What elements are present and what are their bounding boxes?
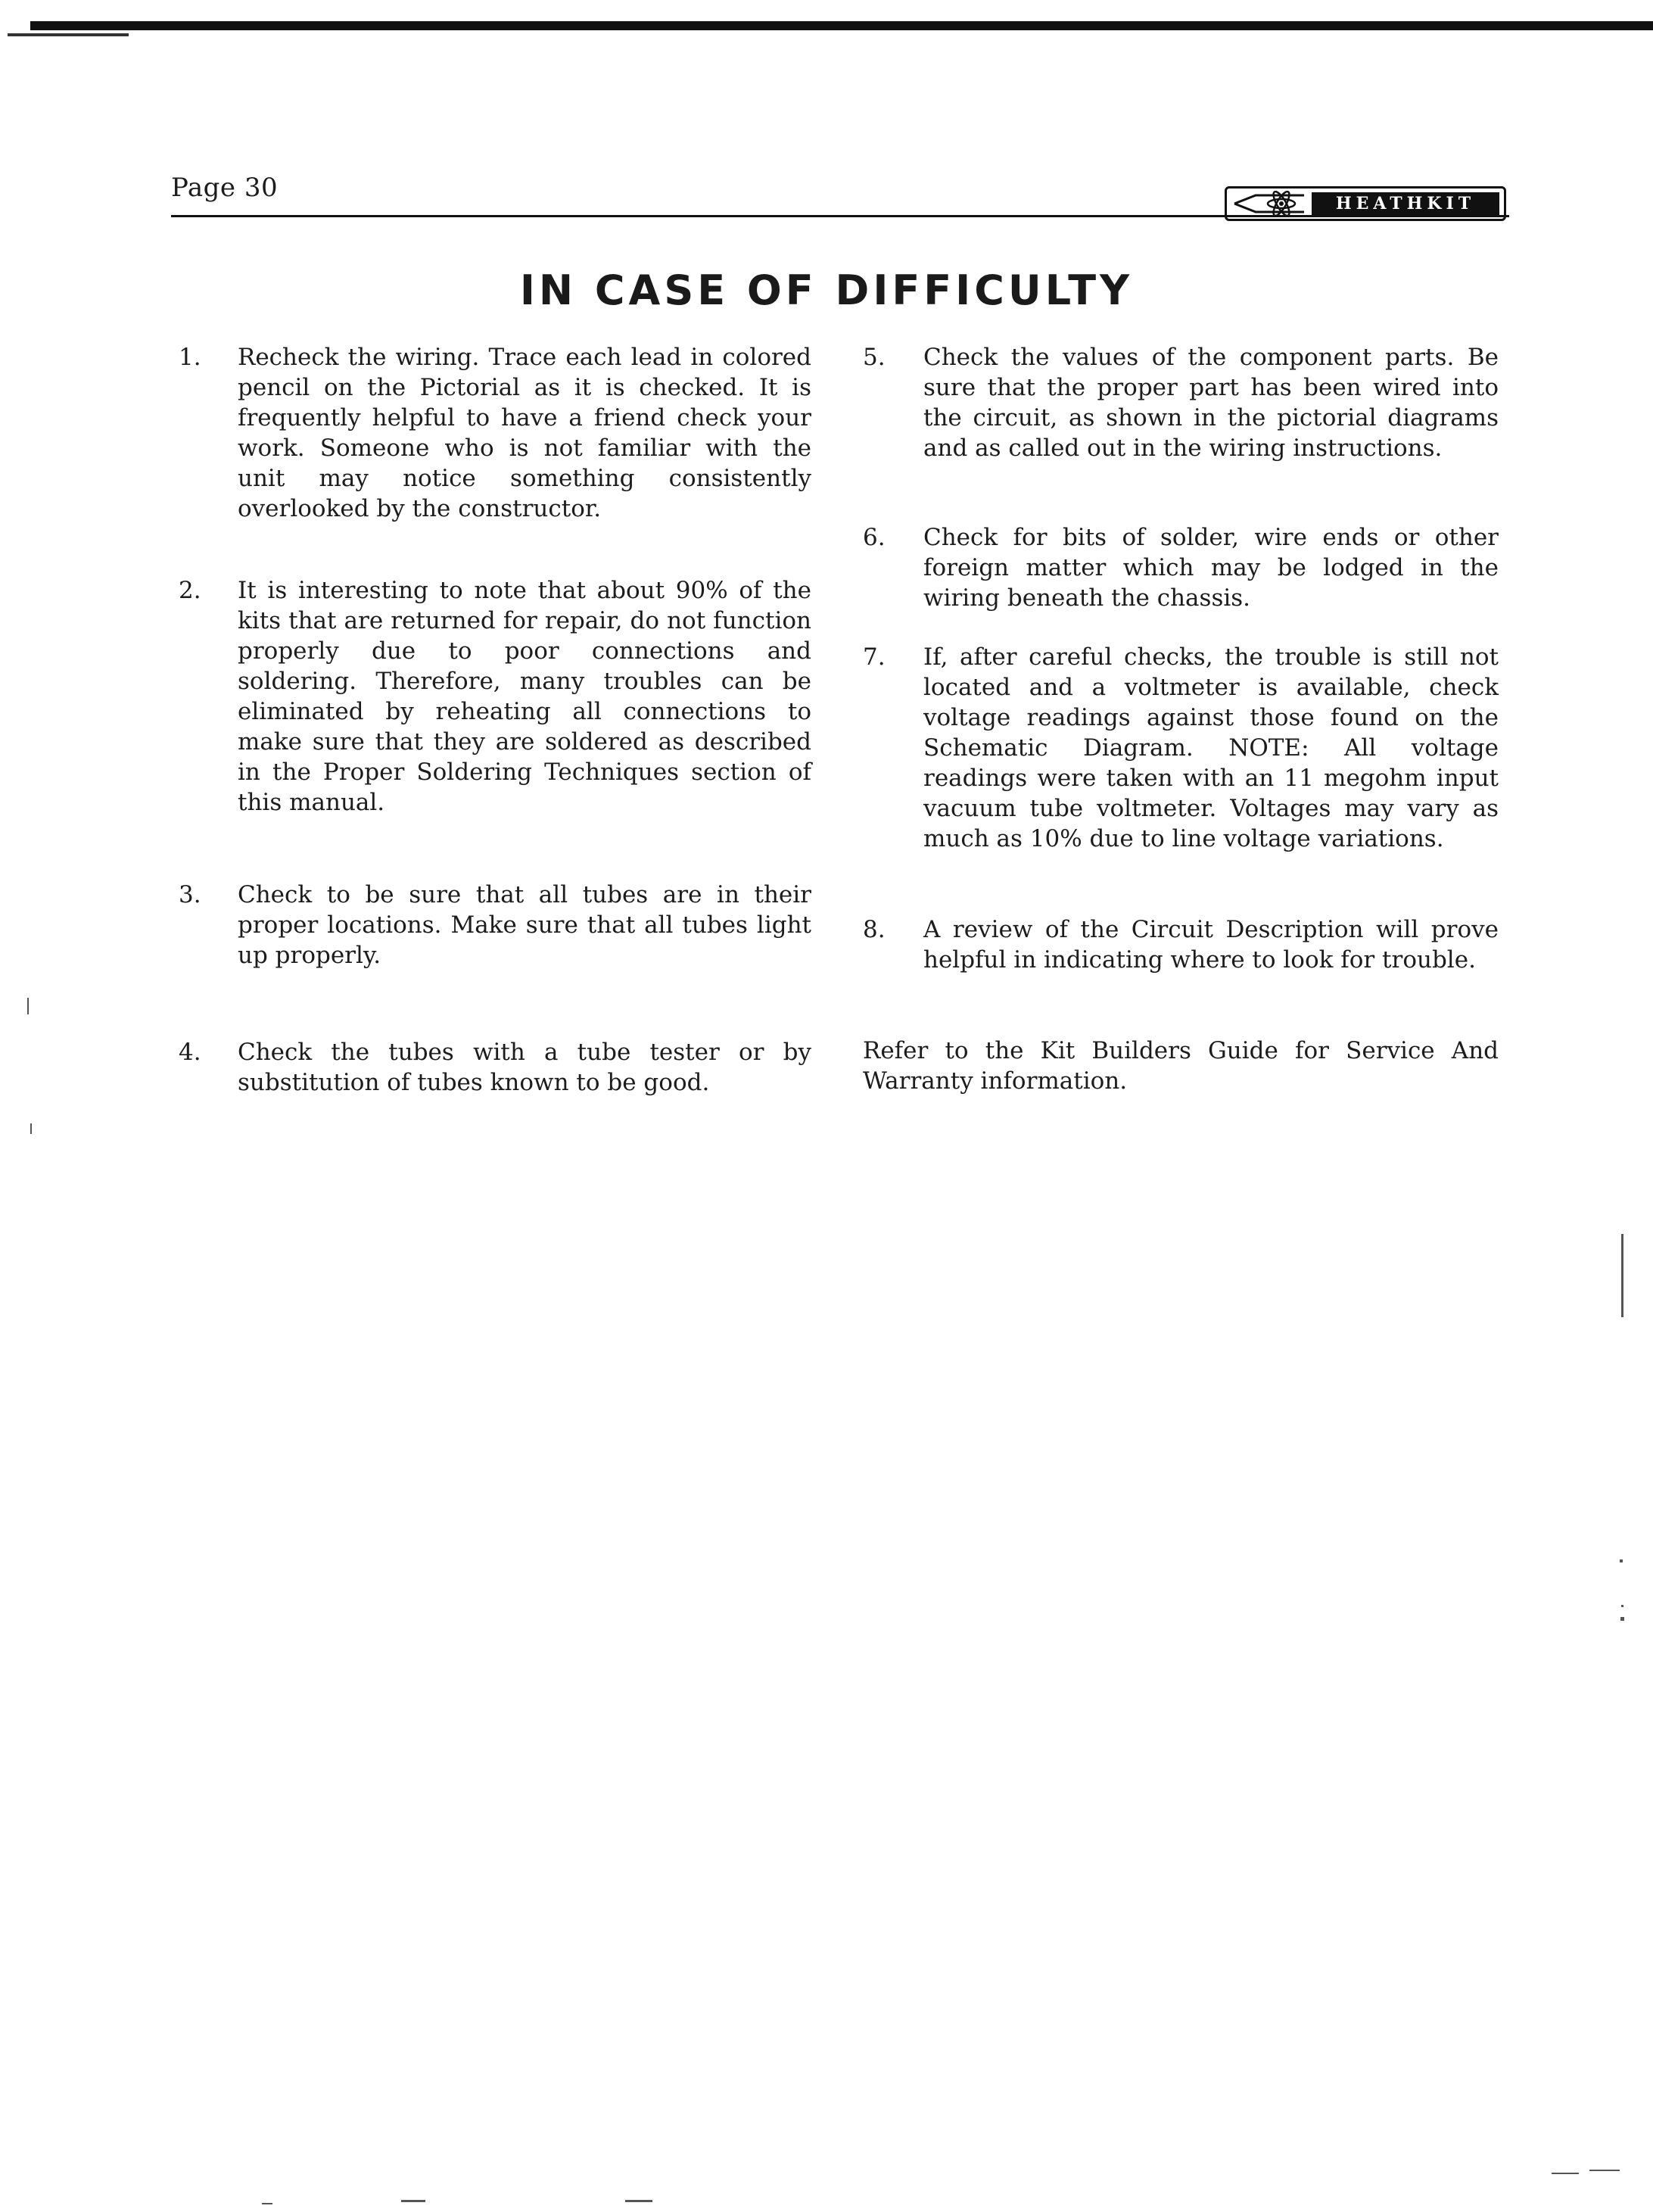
page-number: Page 30 — [171, 173, 279, 203]
list-item-number: 8. — [863, 916, 886, 943]
scan-mark — [1621, 1605, 1623, 1607]
atom-logo-icon — [1227, 188, 1312, 219]
top-border-rule — [30, 21, 1653, 30]
list-item-text: Check the tubes with a tube tester or by substitution of tubes known to be good. — [238, 1039, 811, 1096]
list-item-number: 7. — [863, 643, 886, 671]
scan-mark — [27, 998, 29, 1014]
header-rule — [171, 215, 1509, 217]
scan-mark — [262, 2203, 272, 2204]
scan-mark — [1589, 2170, 1620, 2171]
list-item-text: Recheck the wiring. Trace each lead in colored pencil on the Pictorial as it is checked. It is frequently helpful to have a friend check your work. Someone who is not familiar with the unit may notice something consistently overlooked by the constructor. — [238, 344, 811, 522]
scan-mark — [1621, 1234, 1623, 1317]
list-item-number: 3. — [179, 881, 201, 908]
list-item-number: 6. — [863, 524, 886, 551]
scan-mark — [1620, 1559, 1623, 1562]
list-item-text: Check for bits of solder, wire ends or other foreign matter which may be lodged in the wiring beneath the chassis. — [923, 524, 1499, 612]
list-item-text: Check to be sure that all tubes are in their proper locations. Make sure that all tubes light up properly. — [238, 881, 811, 969]
scan-mark — [625, 2200, 652, 2202]
list-item-text: It is interesting to note that about 90% of the kits that are returned for repair, do not function properly due to poor connections and soldering. Therefore, many troubles can be eliminated by reheating all connections to make sure that they are soldered as described in the Proper Soldering Techniques section of this manual. — [238, 577, 811, 816]
list-item-number: 2. — [179, 577, 201, 604]
list-item-number: 1. — [179, 344, 201, 371]
logo-wordmark: HEATHKIT — [1312, 192, 1499, 215]
list-item-text: If, after careful checks, the trouble is still not located and a voltmeter is available, check voltage readings against those found on the Schematic Diagram. NOTE: All voltage readings were taken with an 11 megohm input vacuum tube voltmeter. Voltages may vary as much as 10% due to line voltage variations. — [923, 643, 1499, 852]
refer-note: Refer to the Kit Builders Guide for Service And Warranty information. — [863, 1037, 1499, 1095]
scan-mark — [30, 1123, 32, 1134]
scan-mark — [1552, 2173, 1579, 2174]
list-item-text: Check the values of the component parts. Be sure that the proper part has been wired into the circuit, as shown in the pictorial diagrams and as called out in the wiring instructions. — [923, 344, 1499, 462]
list-item-number: 5. — [863, 344, 886, 371]
page-title: IN CASE OF DIFFICULTY — [519, 266, 1134, 314]
list-item-number: 4. — [179, 1039, 201, 1066]
top-border-rule-fragment — [8, 33, 129, 36]
list-item-text: A review of the Circuit Description will prove helpful in indicating where to look for trouble. — [923, 916, 1499, 974]
scan-mark — [1620, 1617, 1624, 1621]
scan-mark — [401, 2200, 425, 2202]
